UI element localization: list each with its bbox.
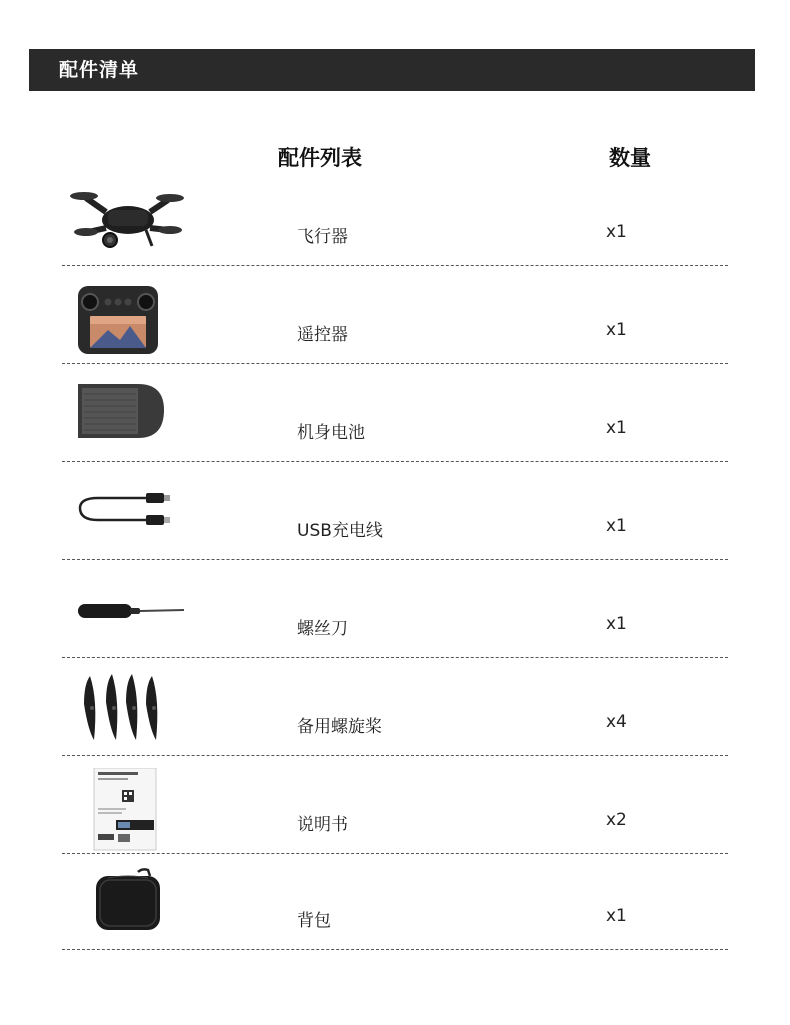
table-row [0,278,790,376]
table-row [0,474,790,572]
table-row [0,572,790,670]
section-title: 配件清单 [59,59,140,81]
row-divider [62,363,728,364]
drone-icon [68,180,188,264]
item-name: 飞行器 [297,227,348,247]
manual-icon [68,768,188,852]
item-qty: x1 [606,222,627,242]
item-name: 背包 [297,911,331,931]
battery-icon [68,376,188,460]
row-divider [62,461,728,462]
item-qty: x1 [606,614,627,634]
item-qty: x1 [606,516,627,536]
row-divider [62,657,728,658]
row-divider [62,949,728,950]
usb-cable-icon [68,474,188,558]
table-row [0,866,790,964]
table-row [0,670,790,768]
item-name: 说明书 [297,815,348,835]
screwdriver-icon [68,572,188,656]
item-name: 遥控器 [297,325,348,345]
item-qty: x1 [606,418,627,438]
item-qty: x4 [606,712,627,732]
item-name: 机身电池 [297,423,365,443]
column-header-qty: 数量 [609,146,651,170]
remote-controller-icon [68,278,188,362]
row-divider [62,265,728,266]
item-name: 螺丝刀 [297,619,348,639]
column-header-name: 配件列表 [278,146,362,170]
item-name: 备用螺旋桨 [297,717,382,737]
carry-case-icon [68,866,188,950]
row-divider [62,755,728,756]
item-qty: x1 [606,320,627,340]
propellers-icon [68,670,188,754]
item-qty: x2 [606,810,627,830]
table-row [0,768,790,866]
section-header [29,49,755,91]
item-name: USB充电线 [297,521,383,541]
table-row [0,180,790,278]
item-qty: x1 [606,906,627,926]
table-row [0,376,790,474]
row-divider [62,853,728,854]
row-divider [62,559,728,560]
